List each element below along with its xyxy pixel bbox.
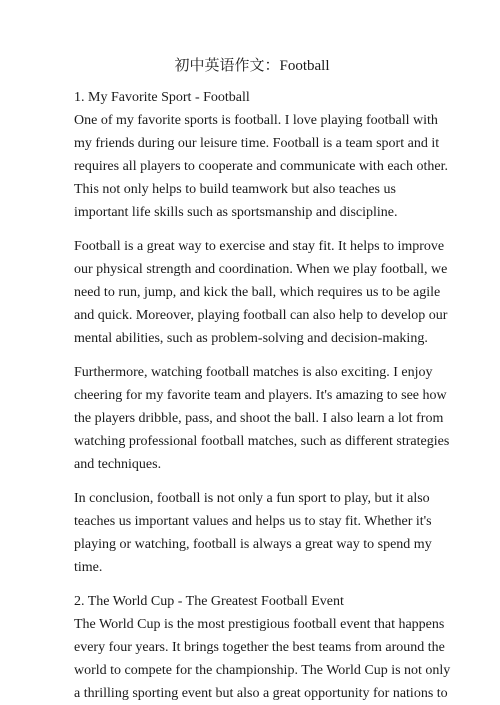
document-title: 初中英语作文：Football [174,58,330,74]
text-line: our physical strength and coordination. When we play football, we [74,262,448,277]
text-line: world to compete for the championship. The World Cup is not only [74,663,451,678]
text-line: The World Cup is the most prestigious football event that happens [74,617,445,632]
text-line: Furthermore, watching football matches is also exciting. I enjoy [74,365,433,380]
text-line: watching professional football matches, such as different strategies [74,434,450,449]
text-line: a thrilling sporting event but also a great opportunity for nations to [74,686,448,701]
text-line: playing or watching, football is always a great way to spend my [74,537,432,552]
text-line: cheering for my favorite team and players. It's amazing to see how [74,388,447,403]
paragraph-1-4 [74,487,430,579]
text-line: In conclusion, football is not only a fun sport to play, but it also [74,491,430,506]
text-line: One of my favorite sports is football. I love playing football with [74,113,438,128]
section-heading-2: 2. The World Cup - The Greatest Football Event [74,594,344,609]
text-line: Football is a great way to exercise and stay fit. It helps to improve [74,239,445,254]
text-line: the players dribble, pass, and shoot the ball. I also learn a lot from [74,411,444,426]
document-page [74,56,451,705]
paragraph-2-1 [74,613,451,705]
text-line: teaches us important values and helps us to stay fit. Whether it's [74,514,432,529]
text-line: my friends during our leisure time. Football is a team sport and it [74,136,440,151]
text-line: and quick. Moreover, playing football can also help to develop our [74,308,448,323]
paragraph-1-3 [74,361,450,476]
text-line: requires all players to cooperate and communicate with each other. [74,159,448,174]
paragraph-1-1 [74,109,448,224]
text-line: mental abilities, such as problem-solving and decision-making. [74,331,428,346]
paragraph-1-2 [74,235,448,350]
text-line: every four years. It brings together the best teams from around the [74,640,445,655]
section-heading-1: 1. My Favorite Sport - Football [74,90,250,105]
text-line: This not only helps to build teamwork but also teaches us [74,182,396,197]
text-line: need to run, jump, and kick the ball, which requires us to be agile [74,285,441,300]
text-line: important life skills such as sportsmanship and discipline. [74,205,398,220]
text-line: time. [74,560,103,575]
text-line: and techniques. [74,457,162,472]
